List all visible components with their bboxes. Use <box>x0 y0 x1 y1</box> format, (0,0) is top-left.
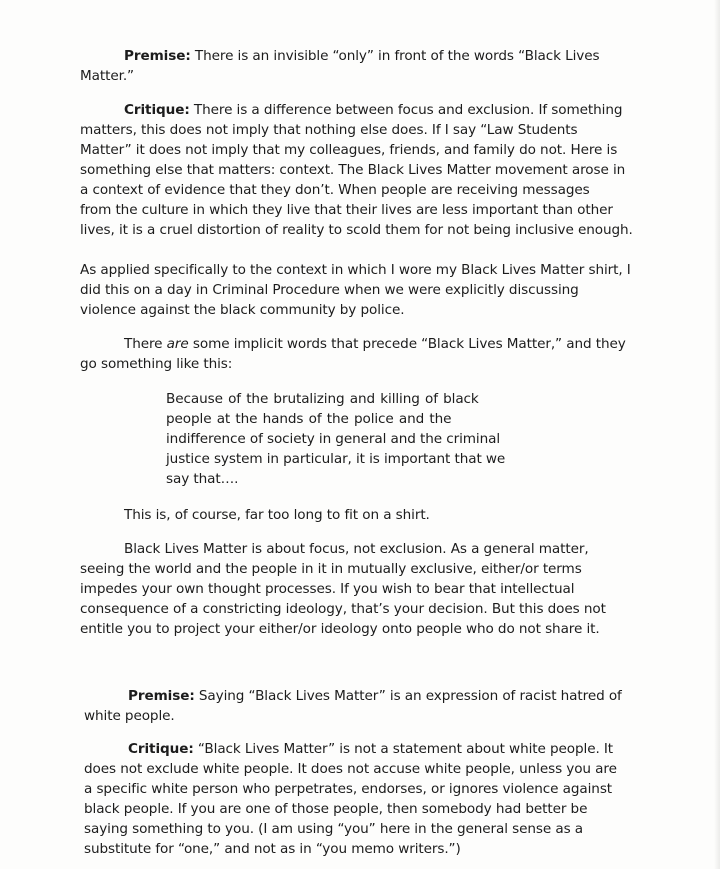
quote-line-3: indifference of society in general and the criminal <box>166 431 501 447</box>
critique-2-line-6: substitute for “one,” and not as in “you memo writers.”) <box>84 841 461 857</box>
quote-line-2: people at the hands of the police and the <box>166 411 452 427</box>
premise-2-line-1: Premise: Saying “Black Lives Matter” is an expression of racist hatred of <box>128 688 622 704</box>
quote-line-5: say that…. <box>166 471 239 487</box>
critique-1-line-1: Critique: There is a difference between focus and exclusion. If something <box>124 102 623 118</box>
premise-1-line-1: Premise: There is an invisible “only” in front of the words “Black Lives <box>124 48 600 64</box>
focus-line-2: seeing the world and the people in it in mutually exclusive, either/or terms <box>80 561 582 577</box>
critique-2-line-2: does not exclude white people. It does not accuse white people, unless you are <box>84 761 617 777</box>
critique-1-line-2: matters, this does not imply that nothing else does. If I say “Law Students <box>80 122 578 138</box>
quote-line-1: Because of the brutalizing and killing of black <box>166 391 479 407</box>
premise-2-label: Premise: <box>128 688 195 704</box>
shirt-line: This is, of course, far too long to fit on a shirt. <box>124 507 430 523</box>
focus-line-3: impedes your own thought processes. If you wish to bear that intellectual <box>80 581 575 597</box>
applied-line-3: violence against the black community by police. <box>80 302 405 318</box>
premise-1-line-2: Matter.” <box>80 68 134 84</box>
premise-1-label: Premise: <box>124 48 191 64</box>
critique-2-line-5: saying something to you. (I am using “you” here in the general sense as a <box>84 821 584 837</box>
focus-line-1: Black Lives Matter is about focus, not exclusion. As a general matter, <box>124 541 589 557</box>
premise-2-line-2: white people. <box>84 708 175 724</box>
critique-2-line-3: a specific white person who perpetrates, endorses, or ignores violence against <box>84 781 613 797</box>
emphasis-are: are <box>166 336 189 352</box>
critique-1-label: Critique: <box>124 102 190 118</box>
focus-line-4: consequence of a constricting ideology, that’s your decision. But this does not <box>80 601 606 617</box>
applied-line-1: As applied specifically to the context in which I wore my Black Lives Matter shirt, I <box>80 262 631 278</box>
critique-2-line-4: black people. If you are one of those people, then somebody had better be <box>84 801 588 817</box>
scan-edge-shadow <box>714 0 720 869</box>
implicit-line-1: There are some implicit words that precede “Black Lives Matter,” and they <box>124 336 626 352</box>
critique-1-line-3: Matter” it does not imply that my colleagues, friends, and family do not. Here is <box>80 142 618 158</box>
critique-2-label: Critique: <box>128 741 194 757</box>
critique-2-line-1: Critique: “Black Lives Matter” is not a statement about white people. It <box>128 741 614 757</box>
critique-1-line-7: lives, it is a cruel distortion of reality to scold them for not being inclusive enough. <box>80 222 633 238</box>
applied-line-2: did this on a day in Criminal Procedure when we were explicitly discussing <box>80 282 579 298</box>
critique-1-line-5: a context of evidence that they don’t. When people are receiving messages <box>80 182 590 198</box>
critique-1-line-6: from the culture in which they live that their lives are less important than other <box>80 202 613 218</box>
implicit-line-2: go something like this: <box>80 356 233 372</box>
quote-line-4: justice system in particular, it is important that we <box>166 451 506 467</box>
focus-line-5: entitle you to project your either/or ideology onto people who do not share it. <box>80 621 600 637</box>
critique-1-line-4: something else that matters: context. The Black Lives Matter movement arose in <box>80 162 626 178</box>
